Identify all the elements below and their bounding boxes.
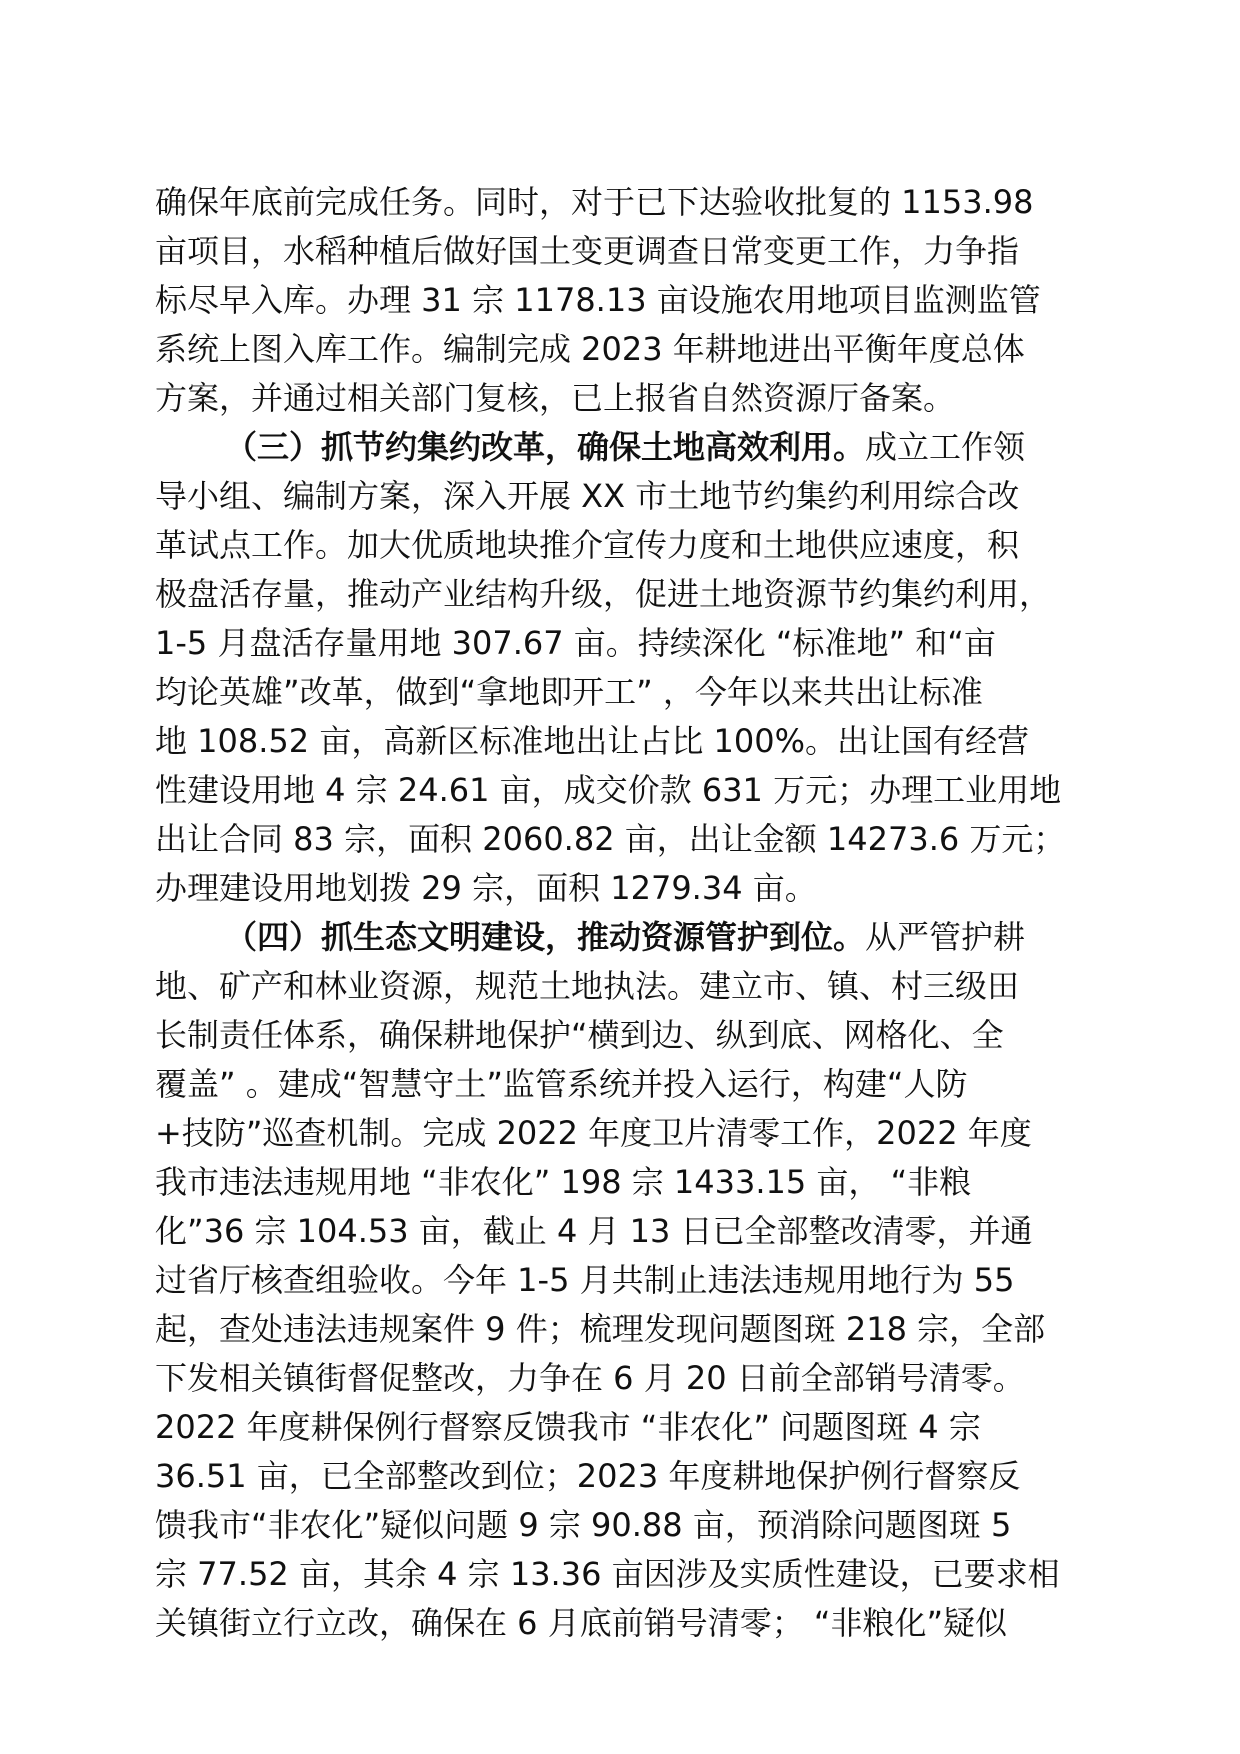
body-line: [155, 276, 1095, 325]
body-line: [155, 1207, 1095, 1256]
line-text: 2022 年度耕保例行督察反馈我市 “非农化” 问题图斑 4 宗: [155, 1408, 981, 1446]
line-text: 均论英雄”改革，做到“拿地即开工” ，今年以来共出让标准: [155, 673, 983, 711]
line-text: 下发相关镇街督促整改，力争在 6 月 20 日前全部销号清零。: [155, 1359, 1025, 1397]
section-heading-4: （四）抓生态文明建设，推动资源管护到位。: [225, 918, 866, 956]
body-line: [155, 766, 1095, 815]
line-text: 确保年底前完成任务。同时，对于已下达验收批复的 1153.98: [155, 183, 1034, 221]
body-line: [155, 1158, 1095, 1207]
line-text: 地 108.52 亩，高新区标准地出让占比 100%。出让国有经营: [155, 722, 1029, 760]
line-text: 极盘活存量，推动产业结构升级，促进土地资源节约集约利用，: [155, 575, 1052, 613]
body-line: [155, 1305, 1095, 1354]
body-line: [155, 1060, 1095, 1109]
body-line: [155, 1109, 1095, 1158]
line-text: 长制责任体系，确保耕地保护“横到边、纵到底、网格化、全: [155, 1016, 1004, 1054]
line-text: 过省厅核查组验收。今年 1-5 月共制止违法违规用地行为 55: [155, 1261, 1015, 1299]
document-body: [155, 178, 1095, 1648]
line-text: 关镇街立行立改，确保在 6 月底前销号清零； “非粮化”疑似: [155, 1604, 1008, 1642]
line-text: 革试点工作。加大优质地块推介宣传力度和土地供应速度，积: [155, 526, 1020, 564]
line-text: 我市违法违规用地 “非农化” 198 宗 1433.15 亩， “非粮: [155, 1163, 972, 1201]
body-line: [155, 472, 1095, 521]
body-line: [155, 1599, 1095, 1648]
body-line: [155, 570, 1095, 619]
body-line: [155, 1403, 1095, 1452]
body-line: [155, 374, 1095, 423]
body-line: [155, 521, 1095, 570]
body-line: [155, 325, 1095, 374]
line-text: 系统上图入库工作。编制完成 2023 年耕地进出平衡年度总体: [155, 330, 1025, 368]
line-text: 导小组、编制方案，深入开展 XX 市土地节约集约利用综合改: [155, 477, 1020, 515]
body-line: [155, 962, 1095, 1011]
body-line: [155, 1256, 1095, 1305]
body-line: [155, 1550, 1095, 1599]
line-text: +技防”巡查机制。完成 2022 年度卫片清零工作，2022 年度: [155, 1114, 1032, 1152]
line-text: 36.51 亩，已全部整改到位；2023 年度耕地保护例行督察反: [155, 1457, 1021, 1495]
body-line: [155, 227, 1095, 276]
body-line: [155, 619, 1095, 668]
body-line: [155, 668, 1095, 717]
body-line: [155, 1011, 1095, 1060]
line-text: 方案，并通过相关部门复核，已上报省自然资源厅备案。: [155, 379, 956, 417]
section-4-first-line: [155, 913, 1095, 962]
line-text: 起，查处违法违规案件 9 件；梳理发现问题图斑 218 宗，全部: [155, 1310, 1046, 1348]
line-text: 地、矿产和林业资源，规范土地执法。建立市、镇、村三级田: [155, 967, 1020, 1005]
line-text: 宗 77.52 亩，其余 4 宗 13.36 亩因涉及实质性建设，已要求相: [155, 1555, 1060, 1593]
body-line: [155, 1452, 1095, 1501]
line-text: 标尽早入库。办理 31 宗 1178.13 亩设施农用地项目监测监管: [155, 281, 1041, 319]
body-line: [155, 1501, 1095, 1550]
line-text: 办理建设用地划拨 29 宗，面积 1279.34 亩。: [155, 869, 817, 907]
section-3-first-line: [155, 423, 1095, 472]
body-line: [155, 864, 1095, 913]
body-line: [155, 1354, 1095, 1403]
line-text: 1-5 月盘活存量用地 307.67 亩。持续深化 “标准地” 和“亩: [155, 624, 996, 662]
line-text: 成立工作领: [865, 428, 1026, 466]
line-text: 出让合同 83 宗，面积 2060.82 亩，出让金额 14273.6 万元；: [155, 820, 1066, 858]
body-line: [155, 178, 1095, 227]
body-line: [155, 815, 1095, 864]
line-text: 性建设用地 4 宗 24.61 亩，成交价款 631 万元；办理工业用地: [155, 771, 1062, 809]
line-text: 覆盖” 。建成“智慧守土”监管系统并投入运行，构建“人防: [155, 1065, 968, 1103]
body-line: [155, 717, 1095, 766]
line-text: 亩项目，水稻种植后做好国土变更调查日常变更工作，力争指: [155, 232, 1020, 270]
line-text: 从严管护耕: [865, 918, 1026, 956]
line-text: 馈我市“非农化”疑似问题 9 宗 90.88 亩，预消除问题图斑 5: [155, 1506, 1012, 1544]
section-heading-3: （三）抓节约集约改革，确保土地高效利用。: [225, 428, 866, 466]
line-text: 化”36 宗 104.53 亩，截止 4 月 13 日已全部整改清零，并通: [155, 1212, 1033, 1250]
